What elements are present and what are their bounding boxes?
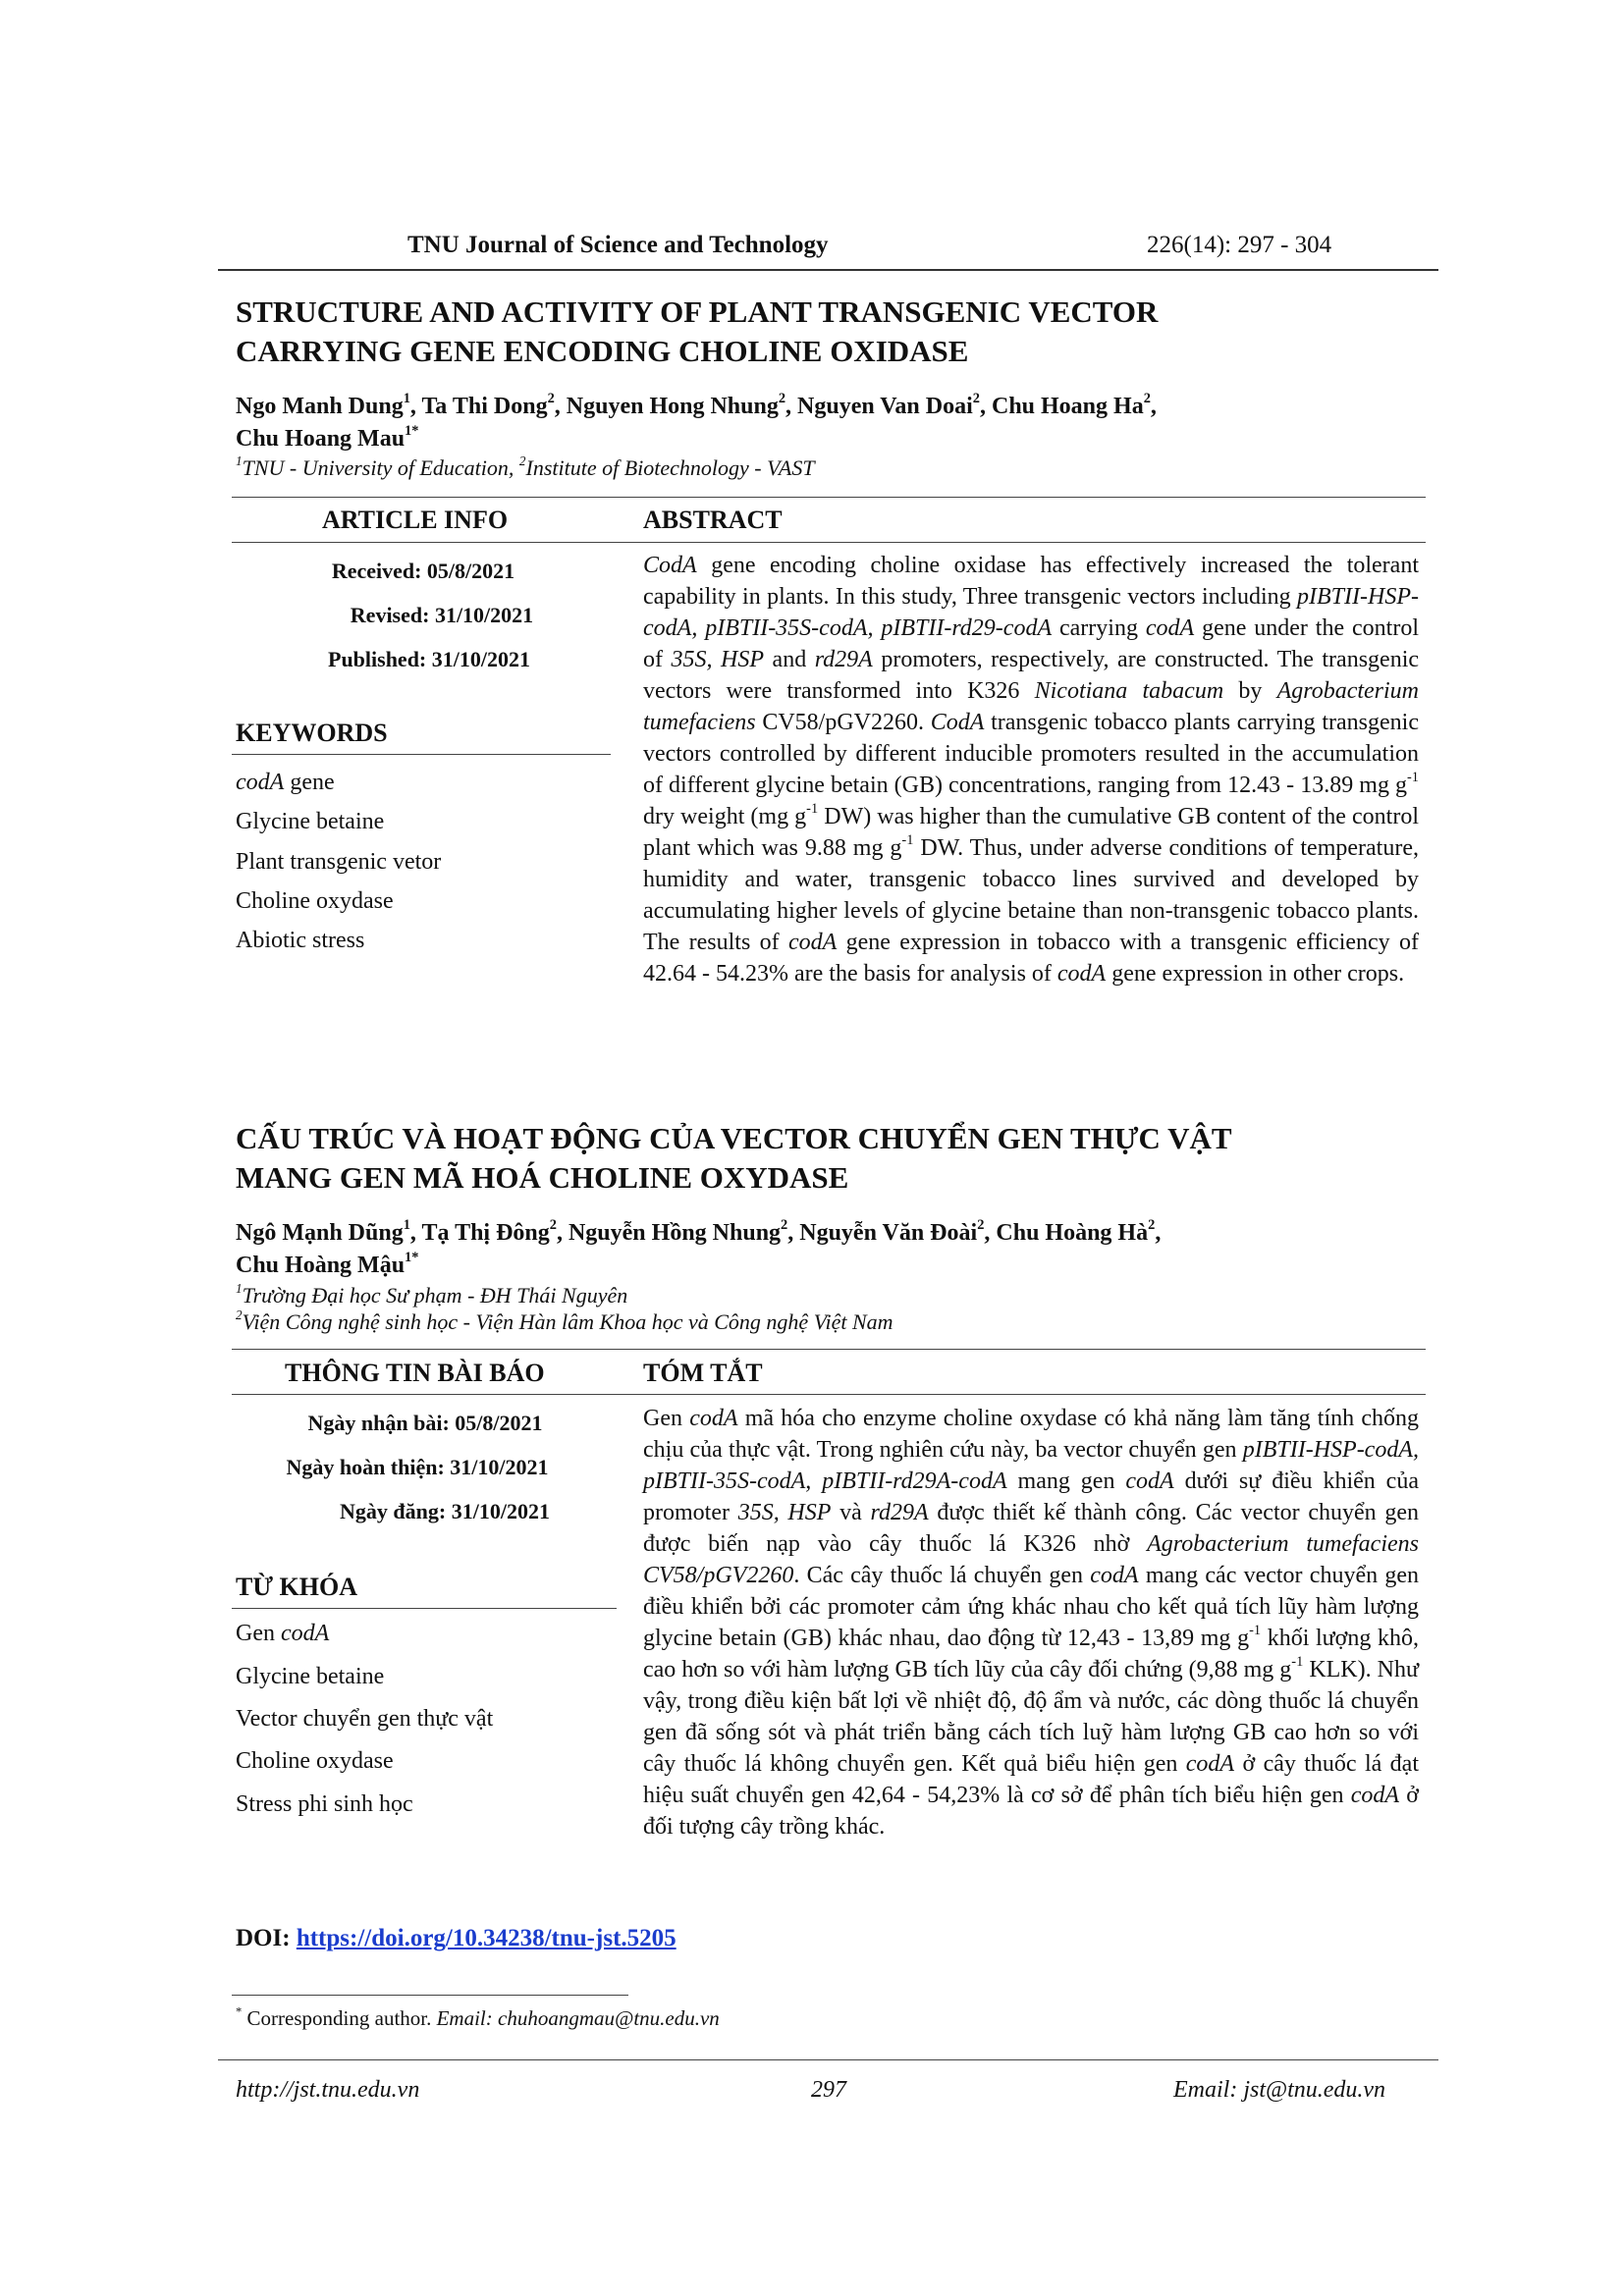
vietnamese-keywords-heading: TỪ KHÓA: [236, 1573, 357, 1601]
doi-line: [236, 1925, 677, 1952]
vietnamese-authors-line2: Chu Hoàng Mậu$^{1*}$: [236, 1250, 419, 1278]
abstract-heading: ABSTRACT: [643, 506, 783, 534]
article-info-heading: ARTICLE INFO: [322, 506, 509, 534]
page-number: 297: [811, 2077, 846, 2103]
keyword-item: Glycine betaine: [236, 809, 385, 834]
vietnamese-revised-date: Ngày hoàn thiện: 31/10/2021: [286, 1455, 549, 1479]
english-abstract-text: CodA gene encoding choline oxidase has effectively increased the tolerant capability in plants. In this study, Three transgenic vectors including pIBTII-HSP-codA, pIBTII-35S-codA, pIBTII-rd29-codA carrying codA gene under the control of 35S, HSP and rd29A promoters, respectively, are constructed. The transgenic vectors were transformed into K326 Nicotiana tabacum by Agrobacterium tumefaciens CV58/pGV2260. CodA transgenic tobacco plants carrying transgenic vectors controlled by different inducible promoters resulted in the accumulation of different glycine betain (GB) concentrations, ranging from 12.43 - 13.89 mg $g^{-1}$ dry weight (mg $g^{-1}$ DW) was higher than the cumulative GB content of the control plant which was 9.88 mg $g^{-1}$ DW. Thus, under adverse conditions of temperature, humidity and water, transgenic tobacco lines survived and developed by accumulating higher levels of glycine betaine than non-transgenic tobacco plants. The results of codA gene expression in tobacco with a transgenic efficiency of 42.64 - 54.23% are the basis for analysis of codA gene expression in other crops.: [643, 553, 1420, 987]
keyword-item: Vector chuyển gen thực vật: [236, 1706, 494, 1732]
footnote-rule: [232, 1995, 628, 1996]
keyword-item: Glycine betaine: [236, 1664, 385, 1689]
keyword-item: Abiotic stress: [236, 928, 365, 953]
english-affiliation: $^1$TNU - University of Education, $^2$Institute of Biotechnology - VAST: [236, 454, 815, 480]
vietnamese-received-date: Ngày nhận bài: 05/8/2021: [307, 1411, 543, 1435]
vietnamese-published-date: Ngày đăng: 31/10/2021: [340, 1499, 550, 1523]
vietnamese-article-info-heading: THÔNG TIN BÀI BÁO: [285, 1359, 545, 1387]
received-date: Received: 05/8/2021: [331, 559, 515, 583]
doi-label: DOI:: [236, 1925, 297, 1951]
vietnamese-title-line1: CẤU TRÚC VÀ HOẠT ĐỘNG CỦA VECTOR CHUYỂN GEN THỰC VẬT: [236, 1121, 1232, 1155]
footer-website: http://jst.tnu.edu.vn: [236, 2077, 420, 2103]
keywords-heading: KEYWORDS: [236, 719, 388, 747]
keyword-item: Choline oxydase: [236, 1748, 394, 1774]
vietnamese-authors-line1: Ngô Mạnh Dũng$^1$, Tạ Thị Đông$^2$, Nguyễn Hồng Nhung$^2$, Nguyễn Văn Đoài$^2$, Chu Hoàng $Hà^2$,: [236, 1217, 1162, 1246]
revised-date: Revised: 31/10/2021: [350, 603, 534, 627]
english-info-mid-rule: [232, 542, 1426, 543]
keyword-item: Gen codA: [236, 1621, 330, 1646]
keyword-item: Plant transgenic vetor: [236, 849, 442, 875]
keyword-item: codA gene: [236, 770, 335, 795]
header-rule: [218, 269, 1438, 271]
english-title-line1: STRUCTURE AND ACTIVITY OF PLANT TRANSGENIC VECTOR: [236, 294, 1159, 329]
journal-issue: 226(14): 297 - 304: [1147, 232, 1332, 258]
vietnamese-title-line2: MANG GEN MÃ HOÁ CHOLINE OXYDASE: [236, 1160, 849, 1195]
vietnamese-affiliation1: $^1$Trường Đại học Sư phạm - ĐH Thái Nguyên: [236, 1281, 628, 1308]
published-date: Published: 31/10/2021: [328, 647, 530, 671]
keyword-item: Stress phi sinh học: [236, 1791, 413, 1817]
english-title-line2: CARRYING GENE ENCODING CHOLINE OXIDASE: [236, 334, 969, 368]
footer-email: Email: jst@tnu.edu.vn: [1173, 2077, 1386, 2103]
doi-link[interactable]: https://doi.org/10.34238/tnu-jst.5205: [296, 1925, 677, 1951]
vietnamese-info-top-rule: [232, 1349, 1426, 1350]
corresponding-author-footnote: * Corresponding author. Email: chuhoangmau@tnu.edu.vn: [236, 2004, 720, 2030]
vietnamese-abstract-text: Gen codA mã hóa cho enzyme choline oxydase có khả năng làm tăng tính chống chịu của thực vật. Trong nghiên cứu này, ba vector chuyển gen pIBTII-HSP-codA, pIBTII-35S-codA, pIBTII-rd29A-codA mang gen codA dưới sự điều khiển của promoter 35S, HSP và rd29A được thiết kế thành công. Các vector chuyển gen được biến nạp vào cây thuốc lá K326 nhờ Agrobacterium tumefaciens CV58/pGV2260. Các cây thuốc lá chuyển gen codA mang các vector chuyển gen điều khiển bởi các promoter cảm ứng khác nhau cho kết quả tích lũy hàm lượng glycine betain (GB) khác nhau, dao động từ 12,43 - 13,89 mg $g^{-1}$ khối lượng khô, cao hơn so với hàm lượng GB tích lũy của cây đối chứng (9,88 mg $g^{-1}$ KLK). Như vậy, trong điều kiện bất lợi về nhiệt độ, độ ẩm và nước, các dòng thuốc lá chuyển gen đã sống sót và phát triển bằng cách tích luỹ hàm lượng GB cao hơn so với cây thuốc lá không chuyển gen. Kết quả biểu hiện gen codA ở cây thuốc lá đạt hiệu suất chuyển gen 42,64 - 54,23% là cơ sở để phân tích biểu hiện gen codA ở đối tượng cây trồng khác.: [643, 1406, 1420, 1840]
english-info-top-rule: [232, 497, 1426, 498]
vietnamese-info-mid-rule: [232, 1394, 1426, 1395]
keywords-rule: [232, 754, 611, 755]
english-authors-line2: Chu Hoang Mau$^{1*}$: [236, 423, 419, 452]
vietnamese-abstract-heading: TÓM TẮT: [643, 1359, 763, 1387]
footer-rule: [218, 2059, 1438, 2060]
journal-name: TNU Journal of Science and Technology: [407, 232, 829, 258]
english-authors-line1: Ngo Manh Dung$^1$, Ta Thi Dong$^2$, Nguyen Hong Nhung$^2$, Nguyen Van Doai$^2$, Chu Hoang Ha$^2$,: [236, 391, 1157, 419]
vietnamese-affiliation2: $^2$Viện Công nghệ sinh học - Viện Hàn lâm Khoa học và Công nghệ Việt Nam: [236, 1308, 893, 1334]
keyword-item: Choline oxydase: [236, 888, 394, 914]
vietnamese-keywords-rule: [232, 1608, 617, 1609]
